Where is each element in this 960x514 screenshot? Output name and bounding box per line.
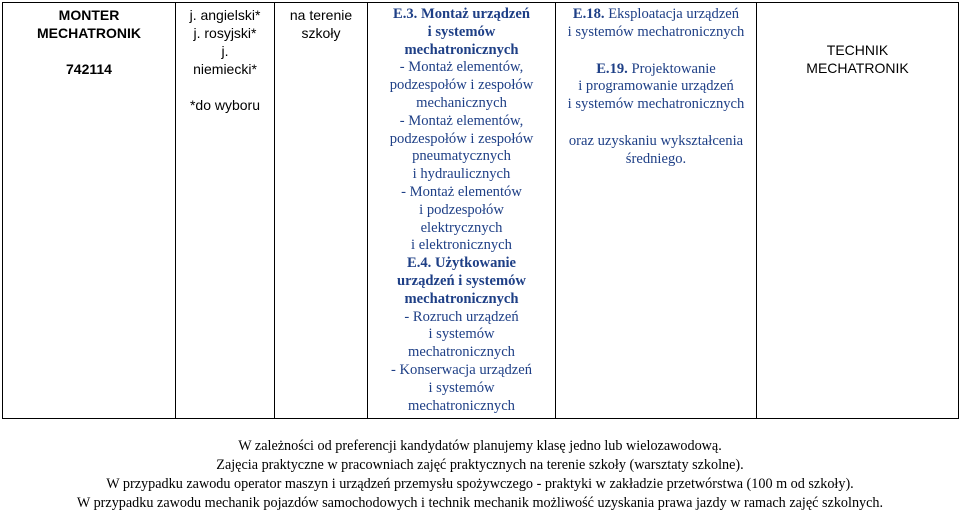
e18-line2: i systemów mechatronicznych <box>567 23 745 40</box>
e19-title: Projektowanie <box>631 60 716 77</box>
e4-line: E.4. Użytkowanie <box>406 255 517 272</box>
e3-line: E.3. Montaż urządzeń <box>392 6 530 22</box>
e3-line: - Montaż elementów, <box>399 112 524 129</box>
profession-code: 742114 <box>66 61 112 77</box>
e3-line: pneumatycznych <box>412 148 511 165</box>
e4-line: i systemów <box>428 326 495 343</box>
location-line: szkoły <box>301 25 341 41</box>
e3-line: podzespołów i zespołów <box>389 77 534 94</box>
footnote-line: W przypadku zawodu mechanik pojazdów samochodowych i technik mechanik możliwość uzyskania prawa jazdy w ramach zajęć szkolnych. <box>76 495 884 511</box>
e3-line: i podzespołów <box>419 201 504 218</box>
further-qualifications-cell <box>556 3 757 419</box>
location-line: na terenie <box>289 7 353 23</box>
e19-line2: i programowanie urządzeń <box>578 78 734 95</box>
footnotes <box>0 437 960 513</box>
language-line: j. rosyjski* <box>193 25 257 41</box>
e19-line3: i systemów mechatronicznych <box>567 96 745 113</box>
e3-line: podzespołów i zespołów <box>389 130 534 147</box>
e4-line: - Konserwacja urządzeń <box>391 361 532 378</box>
e3-line: mechanicznych <box>416 94 507 111</box>
profession-table <box>2 2 959 419</box>
footnote-line: W przypadku zawodu operator maszyn i urządzeń przemysłu spożywczego - praktyki w zakładzie przetwórstwa (100 m od szkoły). <box>106 476 854 492</box>
languages-note: *do wyboru <box>189 97 261 113</box>
e19-code: E.19. <box>596 60 628 77</box>
target-profession-line2: MECHATRONIK <box>806 60 909 76</box>
e4-line: urządzeń i systemów <box>397 272 526 289</box>
profession-cell <box>3 3 176 419</box>
qualification-e3 <box>372 6 551 255</box>
e4-line: mechatronicznych <box>408 397 515 414</box>
language-line: j. <box>221 43 229 59</box>
e18-title: Eksploatacja urządzeń <box>608 6 740 22</box>
extra-line2: średniego. <box>625 150 687 167</box>
e3-line: elektrycznych <box>420 219 503 236</box>
location-cell <box>275 3 368 419</box>
e3-line: - Montaż elementów, <box>399 59 524 76</box>
languages-cell <box>176 3 275 419</box>
e3-line: i systemów <box>427 23 496 40</box>
e4-line: - Rozruch urządzeń <box>404 308 519 325</box>
footnote-line: Zajęcia praktyczne w pracowniach zajęć praktycznych na terenie szkoły (warsztaty szkolne). <box>216 457 744 473</box>
e3-line: mechatronicznych <box>404 41 519 58</box>
e18-code: E.18. <box>572 6 605 22</box>
target-profession-line1: TECHNIK <box>826 42 889 58</box>
target-profession-cell <box>757 3 959 419</box>
e3-line: - Montaż elementów <box>401 183 522 200</box>
e3-line: i hydraulicznych <box>412 166 511 183</box>
e3-line: i elektronicznych <box>411 237 512 254</box>
profession-name-line1: MONTER <box>58 7 120 23</box>
profession-name-line2: MECHATRONIK <box>37 25 141 41</box>
language-line: niemiecki* <box>193 61 257 77</box>
language-line: j. angielski* <box>189 7 261 23</box>
e4-line: mechatronicznych <box>404 290 519 307</box>
qualifications-cell <box>368 3 556 419</box>
e4-line: mechatronicznych <box>408 344 515 361</box>
qualification-e4 <box>372 255 551 415</box>
e4-line: i systemów <box>428 379 495 396</box>
table-row <box>3 3 959 419</box>
footnote-line: W zależności od preferencji kandydatów planujemy klasę jedno lub wielozawodową. <box>238 438 722 454</box>
extra-line1: oraz uzyskaniu wykształcenia <box>568 132 744 149</box>
